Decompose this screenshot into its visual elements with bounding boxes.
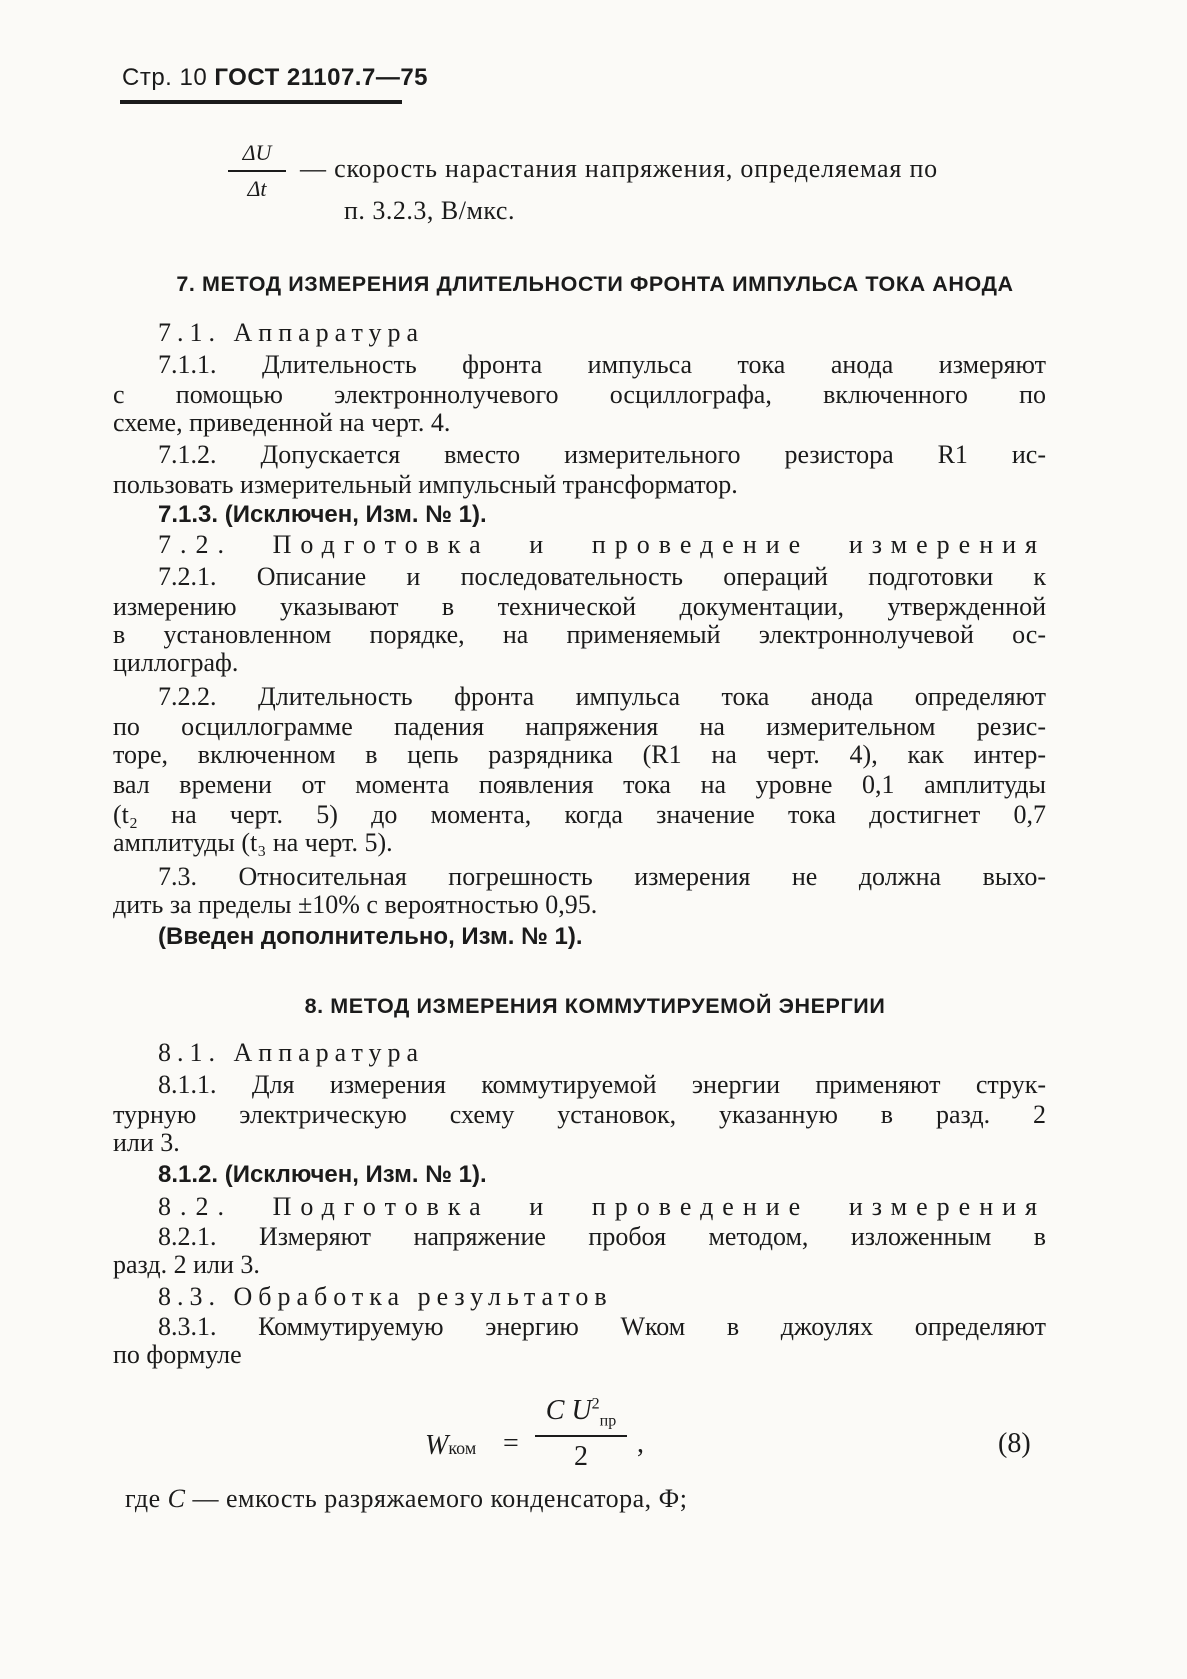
text-line: с помощью электроннолучевого осциллографа, включенного по [113,380,1046,409]
text-line: 7.1.3. (Исключен, Изм. № 1). [158,501,487,528]
text-line: (Введен дополнительно, Изм. № 1). [158,923,583,950]
text-line: схеме, приведенной на черт. 4. [113,408,451,437]
formula-denominator: 2 [574,1441,588,1472]
text-line: 7.1.2. Допускается вместо измерительного резистора R1 ис- [158,440,1046,469]
text-line: 8.1.1. Для измерения коммутируемой энергии применяют струк- [158,1070,1046,1099]
equation-number: (8) [998,1428,1031,1459]
page-label: Стр. 10 [122,64,208,91]
standard-number: ГОСТ 21107.7—75 [214,64,429,91]
formula-fraction [535,1395,627,1473]
text-line: 7.1.1. Длительность фронта импульса тока анода измеряют [158,350,1046,379]
text-line: 8.2.1. Измеряют напряжение пробоя методом, изложенным в [158,1222,1046,1251]
text-line: амплитуды (t₃ на черт. 5). [113,828,393,857]
derivative-description-cont: п. 3.2.3, В/мкс. [344,196,515,225]
derivative-description: — скорость нарастания напряжения, определяемая по [300,154,938,183]
text-line: 8.3.1. Коммутируемую энергию Wком в джоулях определяют [158,1312,1046,1341]
text-line: 7.1. Аппаратура [158,318,425,347]
text-line: дить за пределы ±10% с вероятностью 0,95. [113,890,598,919]
text-line: 7.2.1. Описание и последовательность операций подготовки к [158,562,1046,591]
section-8-title: 8. МЕТОД ИЗМЕРЕНИЯ КОММУТИРУЕМОЙ ЭНЕРГИИ [304,994,886,1018]
text-line: торе, включенном в цепь разрядника (R1 на черт. 4), как интер- [113,740,1046,769]
text-line: или 3. [113,1128,180,1157]
formula-lhs: Wком [425,1430,477,1461]
formula-comma: , [637,1428,644,1459]
formula-equals: = [503,1428,519,1459]
where-clause: где C — емкость разряжаемого конденсатора, Ф; [125,1484,688,1513]
text-line: по формуле [113,1340,242,1369]
text-line: разд. 2 или 3. [113,1250,260,1279]
fraction-numerator: ΔU [242,140,272,165]
fraction-bar [228,170,286,172]
text-line: пользовать измерительный импульсный трансформатор. [113,470,738,499]
header-rule [120,100,402,104]
page-header [122,64,428,92]
fraction-denominator: Δt [247,176,267,201]
text-line: в установленном порядке, на применяемый электроннолучевой ос- [113,620,1046,649]
derivative-fraction [228,140,286,202]
text-line: турную электрическую схему установок, указанную в разд. 2 [113,1100,1046,1129]
text-line: циллограф. [113,648,239,677]
text-line: вал времени от момента появления тока на уровне 0,1 амплитуды [113,770,1046,799]
section-7-title: 7. МЕТОД ИЗМЕРЕНИЯ ДЛИТЕЛЬНОСТИ ФРОНТА ИМПУЛЬСА ТОКА АНОДА [176,272,1014,296]
formula-fraction-bar [535,1435,627,1437]
text-line: 8.3. Обработка результатов [158,1282,613,1311]
text-line: 7.3. Относительная погрешность измерения не должна выхо- [158,862,1046,891]
text-line: (t₂ на черт. 5) до момента, когда значение тока достигнет 0,7 [113,800,1046,829]
text-line: 8.2. Подготовка и проведение измерения [158,1192,1046,1221]
text-line: 7.2. Подготовка и проведение измерения [158,530,1046,559]
text-line: 8.1.2. (Исключен, Изм. № 1). [158,1161,487,1188]
text-line: по осциллограмме падения напряжения на измерительном резис- [113,712,1046,741]
text-line: 8.1. Аппаратура [158,1038,425,1067]
text-line: 7.2.2. Длительность фронта импульса тока анода определяют [158,682,1046,711]
text-line: измерению указывают в технической документации, утвержденной [113,592,1046,621]
formula-numerator: C $U^2_{пр}$ [545,1395,617,1430]
